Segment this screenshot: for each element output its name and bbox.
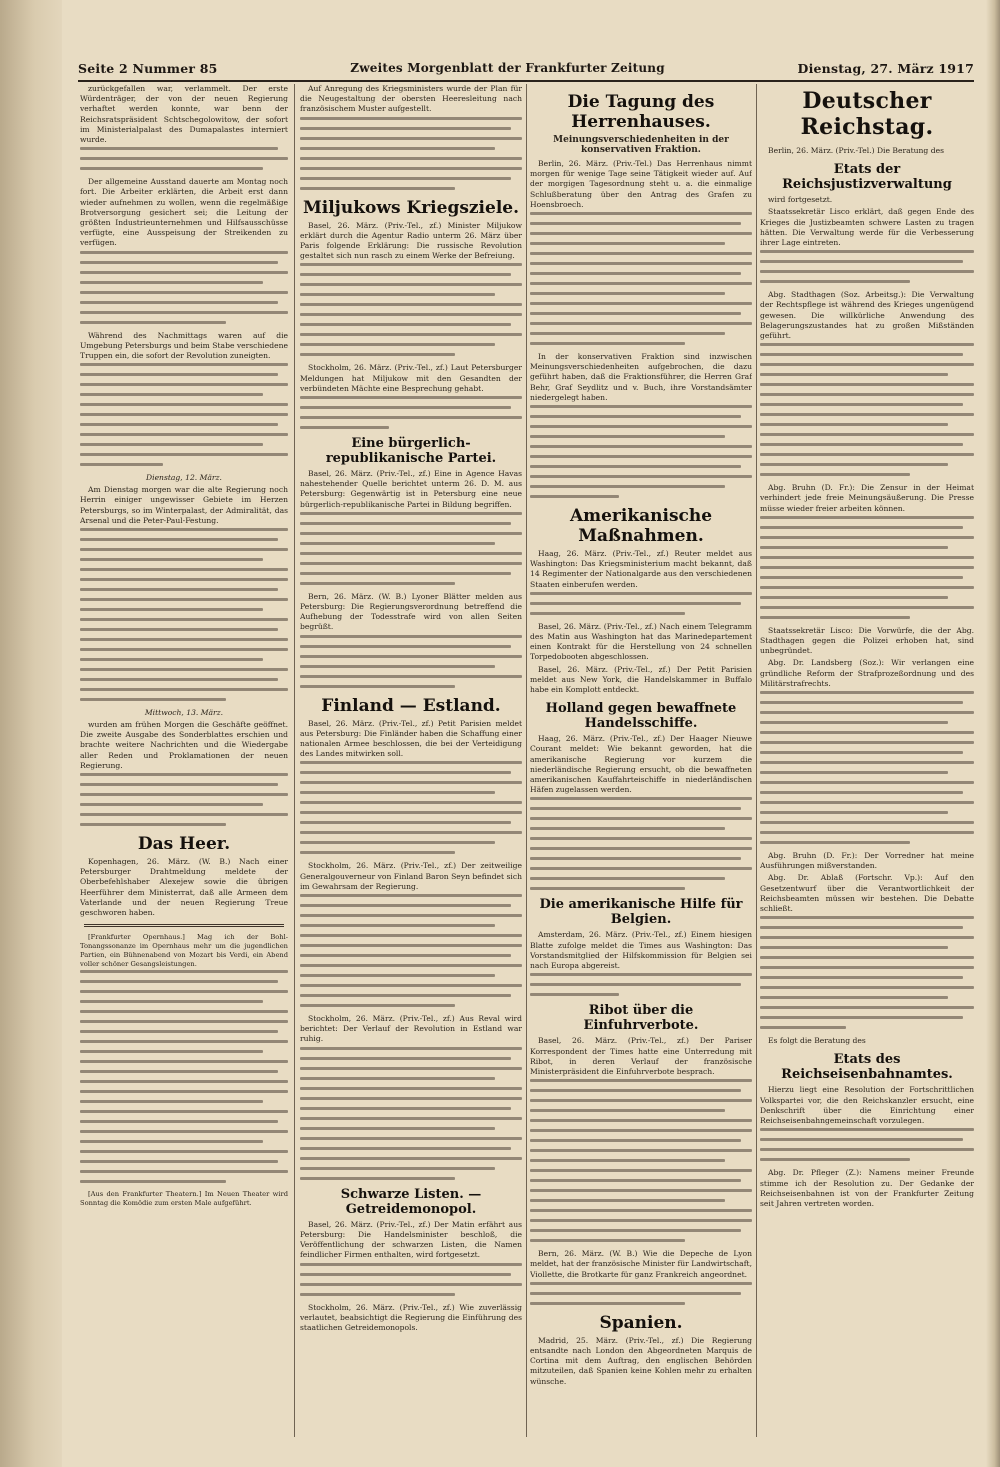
article-text: Basel, 26. März. (Priv.-Tel., zf.) Der Petit Parisien meldet aus New York, die Handelskammer in Buffalo habe ein Komplott entdeckt. bbox=[530, 664, 752, 695]
text-lines bbox=[300, 117, 522, 190]
text-lines bbox=[300, 396, 522, 429]
article-text: Madrid, 25. März. (Priv.-Tel., zf.) Die Regierung entsandte nach London den Abgeordneten Marquis de Cortina mit dem Auftrag, den englischen Behörden mitzuteilen, daß Spanien keine Kohlen mehr zu erhalten wünsche. bbox=[530, 1335, 752, 1386]
text-lines bbox=[300, 1263, 522, 1296]
section-heading: Die amerikanische Hilfe für Belgien. bbox=[539, 897, 743, 928]
column-divider bbox=[756, 84, 757, 1437]
article-text: Abg. Bruhn (D. Fr.): Der Vorredner hat meine Ausführungen mißverstanden. bbox=[760, 851, 974, 871]
article-text: zurückgefallen war, verlammelt. Der erste Würdenträger, der von der neuen Regierung verhaftet werden konnte, war benn der Reichsratspräsident Schtschegolowitow, der sofort im Ministerialpalast des Dumapalastes interniert wurde. bbox=[80, 84, 288, 145]
article-text: Bern, 26. März. (W. B.) Lyoner Blätter melden aus Petersburg: Die Regierungsverordnung betreffend die Aufhebung der Todesstrafe wird von allen Seiten begrüßt. bbox=[300, 591, 522, 632]
article-text: Der allgemeine Ausstand dauerte am Montag noch fort. Die Arbeiter erklärten, die Arbeit erst dann wieder aufnehmen zu wollen, wenn die regelmäßige Brotversorgung gesichert sei; die Leitung der größten Industrieunternehmen und Hilfsausschüsse verfügte, eine Ausspeisung der Streikenden zu verfügen. bbox=[80, 177, 288, 248]
article-text: Stockholm, 26. März. (Priv.-Tel., zf.) Laut Petersburger Meldungen hat Miljukow mit den Gesandten der verbündeten Mächte eine Besprechung gehabt. bbox=[300, 363, 522, 393]
text-lines bbox=[760, 343, 974, 476]
text-lines bbox=[80, 528, 288, 701]
article-text: In der konservativen Fraktion sind inzwischen Meinungsverschiedenheiten aufgebrochen, die dazu geführt haben, daß die Fraktionsführer, die Herren Graf Behr, Graf Seydlitz und v. Buch, ihre Vorstandsämter niedergelegt haben. bbox=[530, 352, 752, 402]
article-text: Basel, 26. März. (Priv.-Tel., zf.) Petit Parisien meldet aus Petersburg: Die Finländer haben die Schaffung einer nationalen Armee beschlossen, die bei der Verteidigung des Landes mitwirken soll. bbox=[300, 718, 522, 759]
dateline: Mittwoch, 13. März. bbox=[144, 708, 224, 718]
article-text: Abg. Stadthagen (Soz. Arbeitsg.): Die Verwaltung der Rechtspflege ist während des Krieges ungenügend gewesen. Die willkürliche Anwendung des Belagerungszustandes hat zu großen Mißständen geführt. bbox=[760, 290, 974, 341]
article-text: Auf Anregung des Kriegsministers wurde der Plan für die Neugestaltung der obersten Heeresleitung nach französischem Muster aufgestellt. bbox=[300, 84, 522, 114]
section-heading: Miljukows Kriegsziele. bbox=[302, 197, 520, 218]
article-text: Berlin, 26. März. (Priv.-Tel.) Das Herrenhaus nimmt morgen für wenige Tage seine Tätigkeit wieder auf. Auf der morgigen Tagesordnung steht u. a. die einmalige Schlußberatung über den Antrag des Grafen zu Hoensbroech. bbox=[530, 159, 752, 209]
text-lines bbox=[80, 363, 288, 466]
section-subheading: Etats der Reichsjustizverwaltung bbox=[782, 162, 952, 193]
section-heading: Holland gegen bewaffnete Handelsschiffe. bbox=[545, 701, 737, 732]
section-heading: Schwarze Listen. — Getreidemonopol. bbox=[340, 1186, 482, 1217]
text-lines bbox=[760, 250, 974, 283]
text-lines bbox=[530, 405, 752, 498]
book-spine bbox=[0, 0, 62, 1467]
article-text: Bern, 26. März. (W. B.) Wie die Depeche de Lyon meldet, hat der französische Minister für Landwirtschaft, Viollette, die Brotkarte für ganz Frankreich angeordnet. bbox=[530, 1249, 752, 1279]
column-4 bbox=[760, 84, 974, 1437]
text-lines bbox=[300, 894, 522, 1007]
article-text: Während des Nachmittags waren auf die Umgebung Petersburgs und beim Stabe verschiedene Truppen ein, die sofort der Revolution zuneigten. bbox=[80, 330, 288, 361]
article-text: Stockholm, 26. März. (Priv.-Tel., zf.) Der zeitweilige Generalgouverneur von Finland Baron Seyn befindet sich im Gewahrsam der Regierung. bbox=[300, 861, 522, 891]
feuilleton-text: [Frankfurter Opernhaus.] Mag ich der Bohl-Tonangssonanze im Opernhaus mehr um die jugendlichen Partien, ein Bühnenabend von Mozart bis Verdi, ein Abend voller schöner Gesangsleistungen. bbox=[80, 933, 288, 968]
article-text: Haag, 26. März. (Priv.-Tel., zf.) Reuter meldet aus Washington: Das Kriegsministerium macht bekannt, daß 14 Regimenter der Nationalgarde aus den verschiedenen Staaten einberufen werden. bbox=[530, 549, 752, 589]
article-text: Basel, 26. März. (Priv.-Tel., zf.) Der Pariser Korrespondent der Times hatte eine Unterredung mit Ribot, in deren Verlauf der französische Ministerpräsident die Einfuhrverbote besprach. bbox=[530, 1036, 752, 1076]
section-heading: Amerikanische Maßnahmen. bbox=[569, 506, 713, 547]
column-1 bbox=[80, 84, 288, 1437]
article-text: Basel, 26. März. (Priv.-Tel., zf.) Der Matin erfährt aus Petersburg: Die Handelsminister beschloß, die Veröffentlichung der schwarzen Listen, die Namen feindlicher Firmen enthalten, wird fortgesetzt. bbox=[300, 1219, 522, 1260]
article-text: Berlin, 26. März. (Priv.-Tel.) Die Beratung des bbox=[768, 146, 944, 155]
section-subheading: Meinungsverschiedenheiten in der konservativen Fraktion. bbox=[553, 135, 729, 155]
section-heading: Die Tagung des Herrenhauses. bbox=[567, 92, 715, 132]
text-lines bbox=[760, 1128, 974, 1161]
article-text: Stockholm, 26. März. (Priv.-Tel., zf.) Wie zuverlässig verlautet, beabsichtigt die Regierung die Einführung des staatlichen Getreidemonopols. bbox=[300, 1302, 522, 1332]
article-text: Abg. Bruhn (D. Fr.): Die Zensur in der Heimat verhindert jede freie Meinungsäußerung. Die Presse müsse wieder freier arbeiten können. bbox=[760, 483, 974, 513]
article-text: wurden am frühen Morgen die Geschäfte geöffnet. Die zweite Ausgabe des Sonderblattes erschien und brachte weitere Nachrichten und die Wiedergabe aller Reden und Proklamationen der neuen Regierung. bbox=[80, 720, 288, 770]
article-text: Basel, 26. März. (Priv.-Tel., zf.) Nach einem Telegramm des Matin aus Washington hat das Marinedepartement einen Kontrakt für die Herstellung von 24 schnellen Torpedobooten abgeschlossen. bbox=[530, 621, 752, 662]
text-lines bbox=[300, 1047, 522, 1180]
section-heading: Deutscher Reichstag. bbox=[800, 88, 934, 140]
column-2 bbox=[300, 84, 522, 1437]
text-lines bbox=[300, 512, 522, 585]
article-text: Hierzu liegt eine Resolution der Fortschrittlichen Volkspartei vor, die den Reichskanzler ersucht, eine Denkschrift über die Einrichtung einer Reichseisenbahngemeinschaft vorzulegen. bbox=[760, 1085, 974, 1126]
header-masthead: Zweites Morgenblatt der Frankfurter Zeitung bbox=[350, 61, 665, 75]
header-date: Dienstag, 27. März 1917 bbox=[797, 60, 974, 76]
feuilleton-rule bbox=[84, 924, 284, 927]
text-lines bbox=[80, 970, 288, 1183]
header-page-number: Seite 2 Nummer 85 bbox=[78, 60, 218, 76]
header-rule bbox=[78, 80, 974, 82]
text-lines bbox=[300, 761, 522, 854]
text-lines bbox=[300, 263, 522, 356]
section-heading: Das Heer. bbox=[137, 834, 231, 855]
article-text: Kopenhagen, 26. März. (W. B.) Nach einer Petersburger Drahtmeldung meldete der Oberbefehlshaber Alexejew sowie die übrigen Heerführer dem Ministerrat, daß alle Armeen dem Vaterlande und der neuen Regierung Treue geschworen haben. bbox=[80, 857, 288, 918]
text-lines bbox=[760, 516, 974, 619]
text-lines bbox=[530, 592, 752, 615]
page-edge bbox=[986, 0, 1000, 1467]
article-text: Staatssekretär Lisco erklärt, daß gegen Ende des Krieges die Justizbeamten schwere Lasten zu tragen hätten. Die Verwaltung werde für die Verbesserung ihrer Lage eintreten. bbox=[760, 207, 974, 248]
text-lines bbox=[530, 1079, 752, 1242]
column-3 bbox=[530, 84, 752, 1437]
article-text: Abg. Dr. Landsberg (Soz.): Wir verlangen eine gründliche Reform der Strafprozeßordnung und des Militärstrafrechts. bbox=[760, 658, 974, 688]
article-text: Abg. Dr. Pfleger (Z.): Namens meiner Freunde stimme ich der Resolution zu. Der Gedanke der Reichseisenbahnen ist von der Frankfurter Zeitung seit Jahren vertreten worden. bbox=[760, 1168, 974, 1208]
section-heading: Spanien. bbox=[599, 1312, 683, 1333]
column-divider bbox=[294, 84, 295, 1437]
section-heading: Finland — Estland. bbox=[321, 695, 501, 716]
article-text: Haag, 26. März. (Priv.-Tel., zf.) Der Haager Nieuwe Courant meldet: Wie bekannt geworden, hat die amerikanische Regierung vor kurzem die niederländische Regierung ersucht, ob die bewaffneten amerikanischen Kauffahrteischiffe in niederländischen Häfen zugelassen werden. bbox=[530, 734, 752, 795]
section-subheading: Etats des Reichseisenbahnamtes. bbox=[781, 1052, 953, 1083]
text-lines bbox=[530, 797, 752, 890]
article-text: Staatssekretär Lisco: Die Vorwürfe, die der Abg. Stadthagen gegen die Polizei erhoben hat, sind unbegründet. bbox=[760, 625, 974, 656]
feuilleton-text: [Aus den Frankfurter Theatern.] Im Neuen Theater wird Sonntag die Komödie zum ersten Male aufgeführt. bbox=[80, 1190, 288, 1208]
text-lines bbox=[530, 212, 752, 345]
text-lines bbox=[80, 773, 288, 826]
section-heading: Eine bürgerlich-republikanische Partei. bbox=[325, 436, 497, 467]
text-lines bbox=[80, 147, 288, 170]
text-lines bbox=[530, 973, 752, 996]
article-text: Basel, 26. März. (Priv.-Tel., zf.) Eine in Agence Havas nahestehender Quelle berichtet unterm 26. D. M. aus Petersburg: Gegenwärtig ist in Petersburg eine neue bürgerlich-republikanische Partei in Bildung begriffen. bbox=[300, 469, 522, 509]
page-header bbox=[78, 58, 974, 78]
column-divider bbox=[526, 84, 527, 1437]
article-text: Basel, 26. März. (Priv.-Tel., zf.) Minister Miljukow erklärt durch die Agentur Radio unterm 26. März über Paris folgende Erklärung: Die russische Revolution gestaltet sich nun rasch zu einem Werke der Befreiung. bbox=[300, 220, 522, 261]
text-lines bbox=[80, 251, 288, 324]
article-text: Amsterdam, 26. März. (Priv.-Tel., zf.) Einem hiesigen Blatte zufolge meldet die Times aus Washington: Das Vorstandsmitglied der Hilfskommission für Belgien sei nach Europa abgereist. bbox=[530, 930, 752, 971]
text-lines bbox=[530, 1282, 752, 1305]
article-text: Stockholm, 26. März. (Priv.-Tel., zf.) Aus Reval wird berichtet: Der Verlauf der Revolution in Estland war ruhig. bbox=[300, 1014, 522, 1044]
section-heading: Ribot über die Einfuhrverbote. bbox=[583, 1003, 699, 1034]
article-text: Es folgt die Beratung des bbox=[768, 1036, 866, 1046]
article-text: Am Dienstag morgen war die alte Regierung noch Herrin einiger ungewisser Gebiete im Herzen Petersburgs, so im Winterpalast, der Admiralität, das Arsenal und die Peter-Paul-Festung. bbox=[80, 485, 288, 525]
text-lines bbox=[760, 691, 974, 844]
article-text: Abg. Dr. Ablaß (Fortschr. Vp.): Auf den Gesetzentwurf über die Verantwortlichkeit der Reichsbeamten müssen wir bestehen. Die Debatte schließt. bbox=[760, 873, 974, 914]
dateline: Dienstag, 12. März. bbox=[146, 473, 222, 483]
text-lines bbox=[300, 635, 522, 688]
article-text: wird fortgesetzt. bbox=[768, 195, 833, 205]
text-lines bbox=[760, 916, 974, 1029]
